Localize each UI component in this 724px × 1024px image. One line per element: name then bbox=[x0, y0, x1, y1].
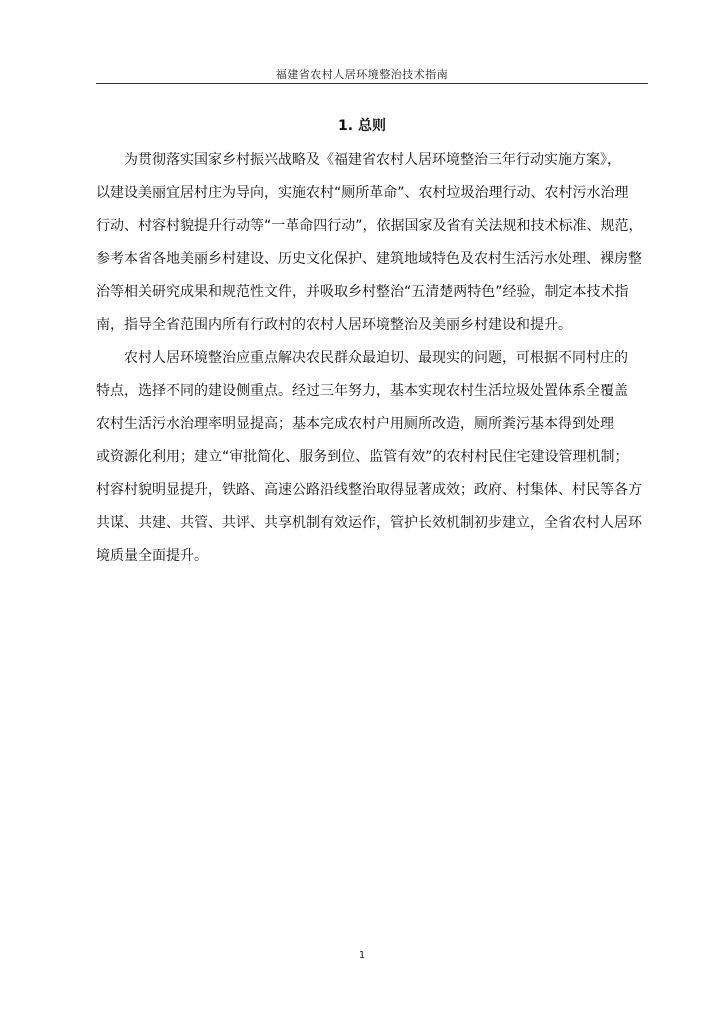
paragraph-line: 村容村貌明显提升，铁路、高速公路沿线整治取得显著成效；政府、村集体、村民等各方 bbox=[96, 482, 642, 498]
paragraph-line: 治等相关研究成果和规范性文件，并吸取乡村整治“五清楚两特色”经验，制定本技术指 bbox=[96, 284, 629, 300]
paragraph-line: 农村人居环境整治应重点解决农民群众最迫切、最现实的问题，可根据不同村庄的 bbox=[124, 350, 628, 366]
body-text bbox=[96, 144, 656, 573]
paragraph-line: 参考本省各地美丽乡村建设、历史文化保护、建筑地域特色及农村生活污水处理、裸房整 bbox=[96, 251, 642, 267]
paragraph-line: 特点，选择不同的建设侧重点。经过三年努力，基本实现农村生活垃圾处置体系全覆盖 bbox=[96, 383, 628, 399]
section-title: 1. 总则 bbox=[338, 118, 386, 134]
header-divider bbox=[96, 83, 648, 84]
paragraph-line: 或资源化利用；建立“审批简化、服务到位、监管有效”的农村村民住宅建设管理机制； bbox=[96, 449, 629, 465]
paragraph-line: 行动、村容村貌提升行动等“一革命四行动”，依据国家及省有关法规和技术标准、规范， bbox=[96, 218, 643, 234]
paragraph-line: 为贯彻落实国家乡村振兴战略及《福建省农村人居环境整治三年行动实施方案》， bbox=[124, 152, 621, 168]
running-header: 福建省农村人居环境整治技术指南 bbox=[275, 68, 449, 81]
paragraph-line: 以建设美丽宜居村庄为导向，实施农村“厕所革命”、农村垃圾治理行动、农村污水治理 bbox=[96, 185, 629, 201]
page-number: 1 bbox=[358, 950, 366, 961]
paragraph-line: 南，指导全省范围内所有行政村的农村人居环境整治及美丽乡村建设和提升。 bbox=[96, 317, 572, 333]
paragraph-line: 境质量全面提升。 bbox=[96, 548, 208, 564]
paragraph-line: 农村生活污水治理率明显提高；基本完成农村户用厕所改造，厕所粪污基本得到处理 bbox=[96, 416, 614, 432]
paragraph-line: 共谋、共建、共管、共评、共享机制有效运作，管护长效机制初步建立，全省农村人居环 bbox=[96, 515, 642, 531]
